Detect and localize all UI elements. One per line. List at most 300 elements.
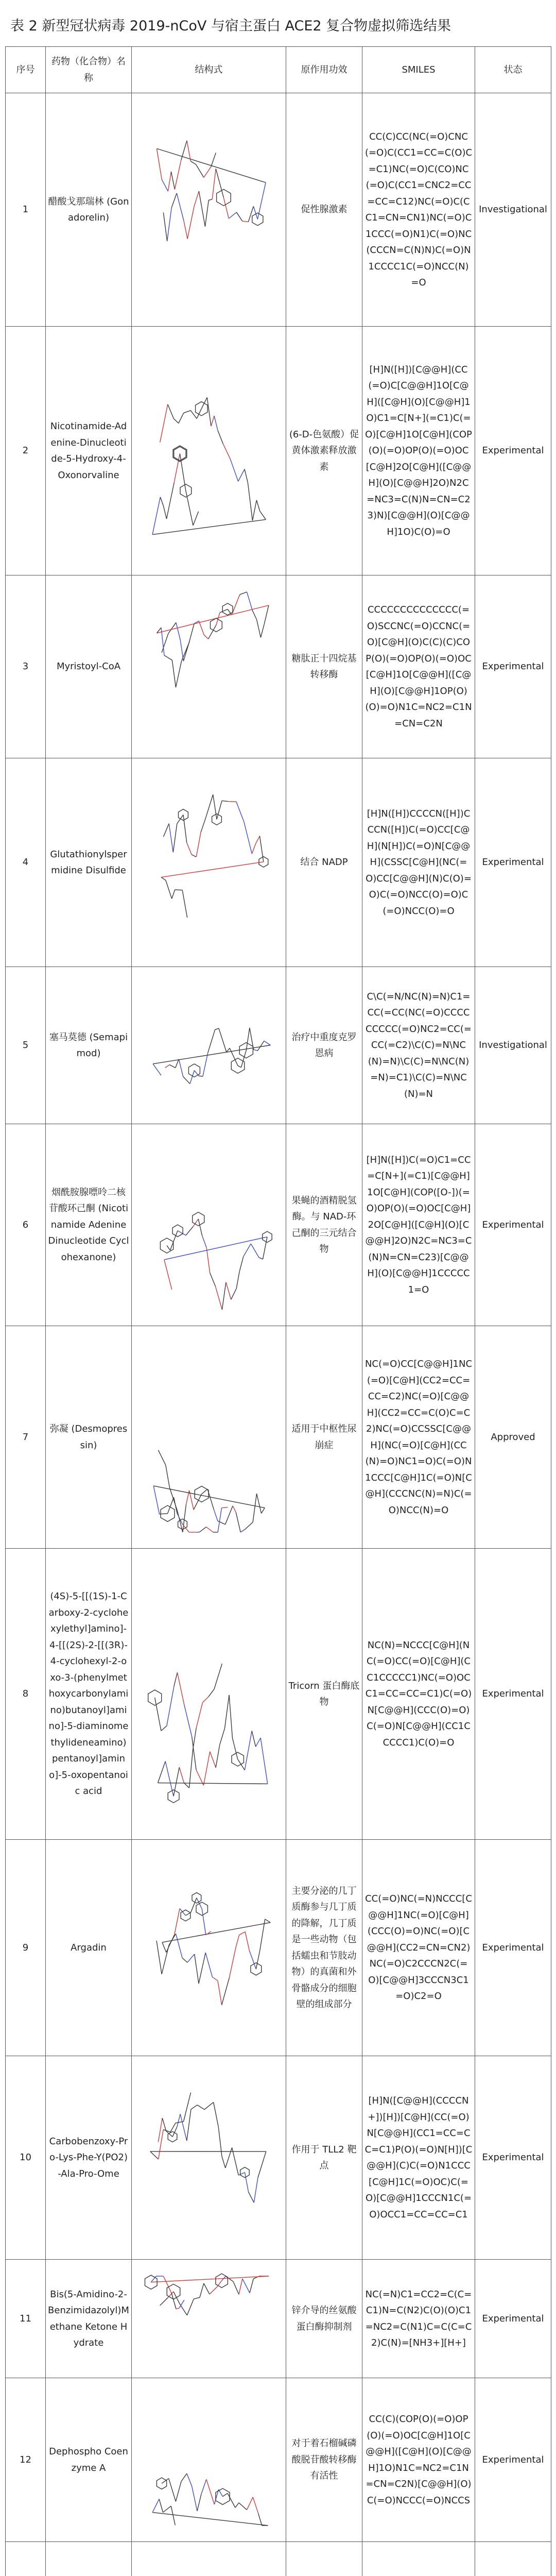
bond-line [229,1947,236,1978]
bond-line [204,635,208,639]
status-value: Experimental [475,1840,551,2056]
bond-line [171,890,175,899]
status-value [475,2542,551,2576]
bond-line [253,1049,257,1050]
bond-line [252,610,256,619]
molecule-drawing [140,1559,279,1829]
bond-line [167,1245,170,1250]
results-table [5,46,551,2576]
bond-line [173,1767,179,1796]
table-row [6,1549,551,1840]
molecule-structure-icon [134,1850,284,2046]
bond-line [248,2192,254,2202]
bond-line [187,1954,194,1962]
smiles-string: C\C(=N/NC(N)=N)C1=CC(=CC(NC(=O)CCCCCCCCC(=O)NC2=CC(=CC(=C2)\C(C)=N\NC(N)=N)\C(C)=N\NC(N)=N)=C1)\C(C)=N\NC(N)=N [362,967,475,1124]
bond-line [247,592,252,611]
bond-line [166,482,174,519]
bond-line [207,1029,215,1052]
row-index: 4 [6,758,46,967]
bond-line [245,469,248,482]
ring-shape [188,1064,200,1077]
bond-line [180,2114,187,2141]
bond-line [185,1226,193,1235]
row-index: 7 [6,1326,46,1549]
bond-line [218,1028,226,1052]
molecule-drawing [140,2066,279,2249]
bond-line [212,168,216,199]
molecule-drawing [140,977,279,1114]
bond-line [257,1041,264,1050]
bond-line [189,1750,193,1788]
bond-line [168,622,176,633]
drug-name: (4S)-5-[[(1S)-1-Carboxy-2-cyclohexylethyl]amino]-4-[[(2S)-2-[[(3R)-4-cyclohexyl-2-oxo-3-(phenylmethoxycarbonylamino)butanoyl]amino]-5-diaminomethylideneamino)pentanoyl]amino]-5-oxopentanoic acid [46,1549,132,1840]
bond-line [160,404,167,442]
table-row [6,1326,551,1549]
bond-line [264,605,269,623]
bond-line [202,1235,206,1248]
bond-line [253,206,257,219]
structure-image [132,758,286,967]
bond-line [161,877,166,880]
bond-line [166,1686,173,1725]
bond-line [167,1497,173,1513]
smiles-string: NC(=O)CC[C@@H]1NC(=O)[C@H](CC2=CC=CC=C2)NC(=O)[C@@H](CC2=CC=C(O)C=C2)NC(=O)CCSSC[C@@H](NC(=O)[C@H](CC(N)=O)NC1=O)C(=O)N1CCC[C@H]1C(=O)N[C@H](CCCNC(N)=N)C(=O)NCC(N)=O [362,1326,475,1549]
structure-image [132,1326,286,1549]
original-use: 对于着石榴碱磷酸脱苷酸转移酶有活性 [286,2378,362,2542]
smiles-string: [H]N([C@@H](CCCCN+])[H])[C@H](CC(=O)N[C@@H](CC1=CC=CC=C1)P(O)(=O)N[H])[C@@H](C)C(=O)N1CCC[C@H]1C(=O)OC)C(=O)[C@@H]1CCCN1C(=O)OCC1=CC=CC=C1 [362,2056,475,2260]
bond-line [185,490,193,525]
table-row [6,2260,551,2378]
bond-line [152,2512,268,2525]
bond-line [167,404,173,418]
bond-line [184,221,187,239]
bond-line [198,1219,202,1235]
bond-line [204,2105,210,2109]
bond-line [215,1028,218,1030]
bond-line [208,199,212,200]
structure-image [132,1549,286,1840]
bond-line [198,1952,205,1983]
bond-line [173,823,177,852]
molecule-drawing [140,104,279,316]
row-index: 3 [6,575,46,758]
bond-line [152,519,266,534]
bond-line [214,416,218,431]
bond-line [182,890,187,917]
molecule-structure-icon [134,1336,284,1538]
bond-line [216,1744,220,1767]
bond-line [212,1977,218,1980]
original-use: 果蝇的酒精脱氢酶。与 NAD-环己酮的三元结合物 [286,1124,362,1326]
bond-line [162,179,168,191]
original-use: 作用于 TLL2 靶点 [286,2056,362,2260]
bond-line [202,1697,208,1703]
bond-line [160,2297,168,2306]
bond-line [157,605,268,633]
smiles-string: [H]N([H])[C@@H](CC(=O)C[C@@H]1O[C@H]([C@H](O)[C@@H]1O)C1=C[N+](=C1)C(=O)[C@H]1O[C@H](COP(O)(=O)OP(O)(=O)OC[C@H]2O[C@H]([C@@H](O)[C@@H]2O)N2C=NC3=C(N)N=CN=C23)N)[C@@H](O)[C@@H]1O)C(O)=O [362,327,475,575]
bond-line [239,1256,244,1271]
bond-line [199,191,205,227]
bond-line [247,2497,253,2510]
bond-line [190,410,197,418]
bond-line [188,623,194,644]
bond-line [260,624,264,637]
bond-line [242,2279,249,2293]
bond-line [182,1958,187,1962]
bond-line [177,193,184,221]
bond-line [255,836,259,843]
ring-shape [222,603,233,615]
molecule-drawing [140,1134,279,1316]
table-row [6,2378,551,2542]
bond-line [163,2506,171,2512]
header-status: 状态 [475,47,551,93]
bond-line [166,1935,174,1952]
molecule-drawing [140,2552,279,2576]
bond-line [243,1244,250,1257]
bond-line [178,413,183,423]
table-row [6,758,551,967]
table-row [6,1124,551,1326]
row-index: 9 [6,1840,46,2056]
bond-line [167,208,171,241]
bond-line [157,1940,162,1974]
original-use: 促性腺激素 [286,93,362,327]
smiles-string: NC(N)=NCCC[C@H](NC(=O)CC(=O)[C@H](CC1CCCCC1)NC(=O)OCC1=CC=CC=C1)C(=O)N[C@@H](CCC(O)=O)C(=O)N[C@@H](CC1CCCCC1)C(O)=O [362,1549,475,1840]
status-value: Experimental [475,758,551,967]
header-structure: 结构式 [132,47,286,93]
bond-line [236,1271,239,1288]
status-value: Experimental [475,575,551,758]
status-value: Experimental [475,327,551,575]
bond-line [183,1076,189,1083]
bond-line [205,794,213,818]
bond-line [199,621,204,635]
bond-line [230,459,238,481]
bond-line [223,197,229,218]
bond-line [229,212,236,218]
row-index: 1 [6,93,46,327]
table-row [6,327,551,575]
bond-line [239,592,247,595]
smiles-string: [H]N([H])C(=O)C1=CC=C[N+](=C1)[C@@H]1O[C@H](COP([O-])(=O)OP(O)(=O)OC[C@H]2O[C@H]([C@H](O)[C@@H]2O)N2C=NC3=C(N)N=CN=C23)[C@@H](O)[C@@H]1CCCCC1=O [362,1124,475,1326]
bond-line [162,1922,270,1942]
bond-line [158,1450,165,1465]
status-value: Experimental [475,2260,551,2378]
bond-line [256,619,260,637]
bond-line [225,1282,231,1299]
molecule-drawing [140,586,279,748]
structure-image [132,575,286,758]
bond-line [171,2506,175,2525]
bond-line [261,1507,265,1513]
header-name: 药物（化合物）名称 [46,47,132,93]
bond-line [194,1954,198,1983]
bond-line [252,500,256,520]
row-index: 8 [6,1549,46,1840]
bond-line [242,221,248,222]
bond-line [168,2478,176,2501]
bond-line [245,1731,252,1770]
original-use: Tricorn 蛋白酶底物 [286,1549,362,1840]
bond-line [233,2281,239,2294]
bond-line [184,1704,192,1736]
bond-line [245,1931,249,1950]
bond-line [248,206,253,222]
structure-image [132,327,286,575]
bond-line [162,1942,166,1952]
bond-line [221,1977,229,2005]
molecule-drawing [140,1336,279,1538]
bond-line [158,2129,163,2159]
table-caption: 表 2 新型冠状病毒 2019-nCoV 与宿主蛋白 ACE2 复合物虚拟筛选结果 [10,18,451,34]
bond-line [192,2486,197,2511]
bond-line [264,1041,270,1045]
bond-line [187,206,194,239]
bond-line [170,2123,175,2131]
original-use: 主要分泌的几丁质酶参与几丁质的降解，几丁质是一些动物（包括蠕虫和节肢动物）的真菌和外骨骼成分的细胞壁的组成部分 [286,1840,362,2056]
bond-line [169,1064,175,1067]
bond-line [205,1952,212,1976]
bond-line [238,2279,242,2294]
bond-line [163,2276,171,2293]
bond-line [196,164,203,177]
bond-line [265,1919,270,1923]
bond-line [190,2105,197,2109]
bond-line [238,469,244,481]
original-use: (6-D-色氨酸）促黄体激素释放激素 [286,327,362,575]
bond-line [161,1725,166,1731]
bond-line [203,166,211,177]
bond-line [159,2499,163,2512]
bond-line [165,1064,169,1067]
bond-line [236,1512,240,1532]
bond-line [181,2473,187,2481]
bond-line [183,410,190,413]
bond-line [244,822,251,854]
bond-line [203,1751,210,1785]
bond-line [205,200,208,226]
molecule-drawing [140,769,279,957]
drug-name [46,2542,132,2576]
bond-line [245,1522,253,1529]
bond-line [176,2308,179,2309]
drug-name: Glutathionylspermidine Disulfide [46,758,132,967]
smiles-string [362,2542,475,2576]
bond-line [190,1070,194,1083]
bond-line [163,506,166,519]
bond-line [260,1738,268,1784]
bond-line [241,1050,246,1067]
bond-line [162,2118,166,2131]
bond-line [194,191,199,206]
smiles-string: CC(=O)NC(=N)NCCC[C@@H]1NC(=O)[C@H](CCC(O)=O)NC(=O)[C@@H](CC2=CN=CN2)NC(=O)C2CCCN2C(=O)[C@@H]3CCCN3C1=O)C2=O [362,1840,475,2056]
bond-line [203,2283,209,2294]
bond-line [214,1664,221,1689]
bond-line [169,823,173,852]
original-use: 锌介导的丝氨酸蛋白酶抑制剂 [286,2260,362,2378]
bond-line [205,1931,211,1935]
structure-image [132,1124,286,1326]
bond-line [218,1507,221,1532]
status-value: Investigational [475,967,551,1124]
bond-line [251,1244,259,1258]
bond-line [153,1486,159,1514]
bond-line [252,1731,255,1747]
bond-line [163,212,167,241]
original-use [286,2542,362,2576]
structure-image [132,1840,286,2056]
bond-line [236,1935,239,1947]
bond-line [206,1247,210,1273]
bond-line [186,842,192,854]
structure-image [132,2260,286,2378]
bond-line [236,212,242,221]
bond-line [193,511,198,525]
bond-line [173,418,178,423]
row-index: 6 [6,1124,46,1326]
bond-line [255,1738,260,1747]
bond-line [221,2156,225,2167]
bond-line [218,430,223,443]
original-use: 糖肽正十四烷基转移酶 [286,575,362,758]
smiles-string: CCCCCCCCCCCCCC(=O)SCCNC(=O)CCNC(=O)[C@H](O)C(C)(C)COP(O)(=O)OP(O)(=O)OC[C@H]1O[C@@H]([C@H](O)[C@@H]1OP(O)(O)=O)N1C=NC2=C1N=CN=C2N [362,575,475,758]
bond-line [190,161,196,164]
row-index: 10 [6,2056,46,2260]
row-index: 11 [6,2260,46,2378]
molecule-structure-icon [134,977,284,1114]
bond-line [190,1897,196,1912]
bond-line [176,1934,182,1958]
bond-line [176,2481,181,2501]
molecule-drawing [140,1850,279,2046]
bond-line [233,1505,236,1512]
bond-line [206,1527,213,1532]
bond-line [240,1529,245,1532]
original-use: 适用于中枢性尿崩症 [286,1326,362,1549]
bond-line [258,1257,263,1259]
molecule-structure-icon [134,2552,284,2576]
bond-line [174,1908,179,1935]
bond-line [222,2493,227,2496]
bond-line [211,152,215,166]
structure-image [132,93,286,327]
bond-line [196,832,201,857]
bond-line [164,655,172,660]
bond-line [164,1260,171,1290]
bond-line [161,861,264,877]
bond-line [236,802,244,822]
header-smiles: SMILES [362,47,475,93]
drug-name: Myristoyl-CoA [46,575,132,758]
bond-line [201,818,205,832]
molecule-drawing [140,337,279,565]
bond-line [211,416,214,426]
bond-line [257,2151,266,2178]
bond-line [175,160,181,189]
bond-line [157,148,162,179]
bond-line [181,641,189,661]
molecule-drawing [140,2388,279,2532]
bond-line [229,1694,232,1738]
structure-image [132,2542,286,2576]
bond-line [171,172,175,190]
bond-line [210,1751,215,1767]
bond-line [196,1702,202,1728]
bond-line [165,1761,173,1796]
drug-name: Dephospho Coenzyme A [46,2378,132,2542]
bond-line [238,2172,245,2175]
bond-line [256,1494,261,1513]
bond-line [199,2283,203,2297]
bond-line [165,1465,169,1487]
bond-line [208,1689,214,1697]
bond-line [225,1505,233,1524]
row-index: 2 [6,327,46,575]
ring-shape [192,1212,204,1225]
bond-line [194,2297,200,2299]
bond-line [202,1053,207,1076]
bond-line [218,2126,222,2156]
bond-line [256,1951,259,1969]
bond-line [258,2513,262,2525]
row-index: 12 [6,2378,46,2542]
bond-line [152,2499,159,2512]
bond-line [158,1783,267,1784]
bond-line [253,1494,256,1522]
bond-line [219,1728,224,1744]
bond-line [202,1908,206,1935]
bond-line [177,815,183,823]
molecule-structure-icon [134,1559,284,1829]
table-row [6,93,551,327]
bond-line [225,2147,232,2167]
row-index: 5 [6,967,46,1124]
bond-line [163,823,169,837]
drug-name: Bis(5-Amidino-2-Benzimidazolyl)Methane Ketone Hydrate [46,2260,132,2378]
bond-line [223,444,230,459]
molecule-structure-icon [134,104,284,316]
bond-line [184,1783,189,1788]
bond-line [185,1912,190,1916]
bond-line [227,2493,235,2507]
bond-line [201,1489,207,1494]
bond-line [228,801,236,802]
table-row [6,967,551,1124]
bond-line [250,2279,253,2293]
bond-line [252,843,255,854]
ring-shape [157,2478,166,2489]
bond-line [210,1273,215,1286]
bond-line [235,2502,238,2507]
drug-name: Nicotinamide-Adenine-Dinucleotide-5-Hydroxy-4-Oxonorvaline [46,327,132,575]
ring-shape [178,809,188,820]
ring-shape [212,814,221,825]
bond-line [179,1059,183,1076]
bond-line [177,1672,184,1704]
bond-line [208,625,216,639]
bond-line [246,1028,250,1050]
bond-line [162,2478,169,2483]
original-use: 治疗中重度克罗恩病 [286,967,362,1124]
bond-line [222,1282,225,1309]
bond-line [177,2114,180,2127]
bond-line [215,1286,222,1310]
bond-line [238,1065,241,1067]
bond-line [197,2494,201,2511]
bond-line [256,500,259,511]
drug-name: 弥凝 (Desmopressin) [46,1326,132,1549]
